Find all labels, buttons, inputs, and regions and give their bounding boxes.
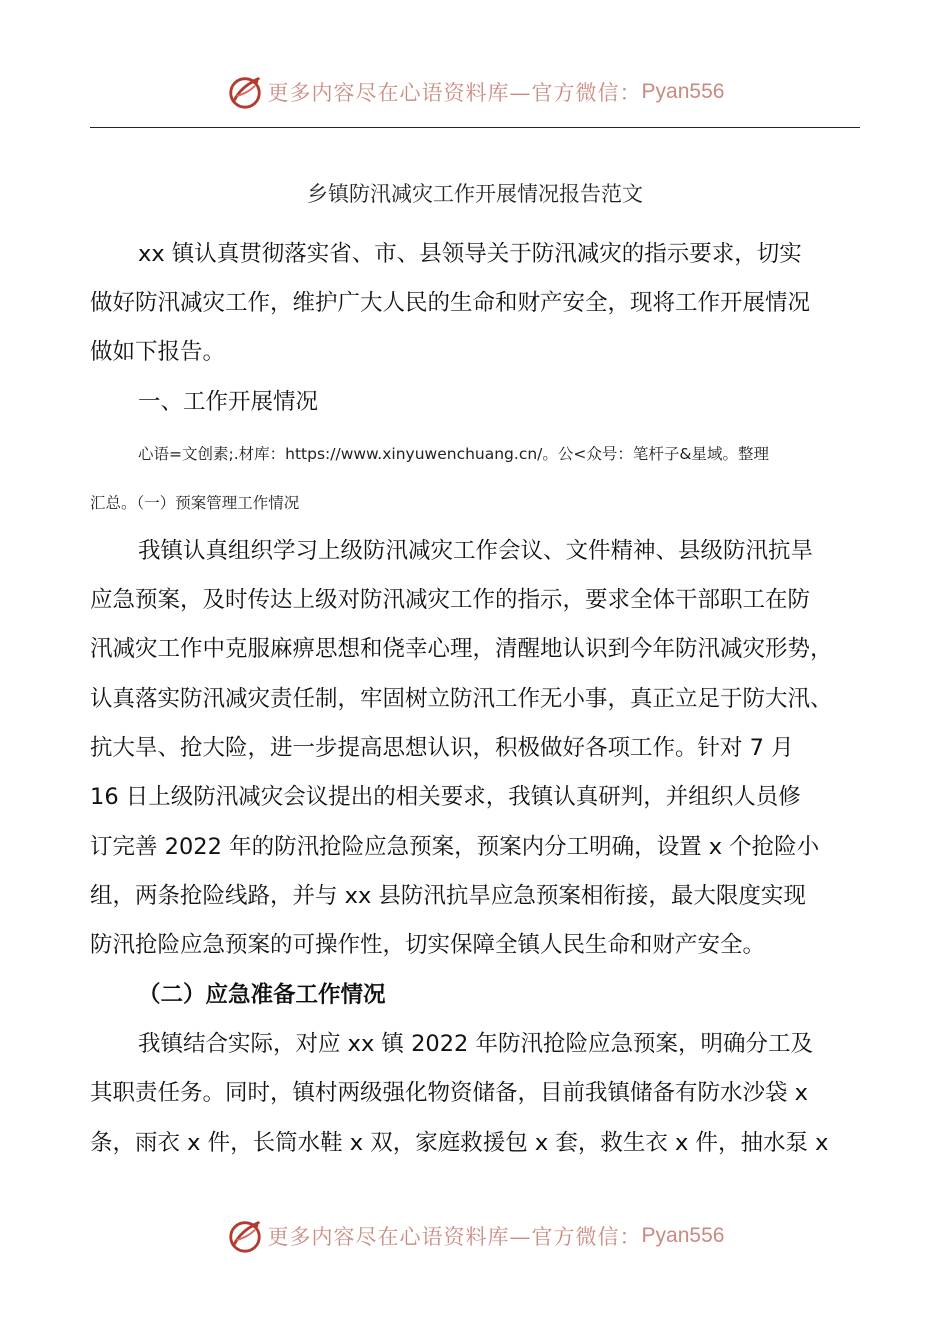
body-line: 做好防汛减灾工作，维护广大人民的生命和财产安全，现将工作开展情况 xyxy=(90,290,811,316)
header-divider xyxy=(90,127,860,128)
banner-wechat-handle: Pyan556 xyxy=(641,80,725,103)
body-line: 抗大旱、抢大险，进一步提高思想认识，积极做好各项工作。针对 7 月 xyxy=(90,735,794,761)
footer-banner xyxy=(0,1214,950,1258)
banner-text: 更多内容尽在心语资料库—官方微信： xyxy=(267,81,642,105)
body-line: 16 日上级防汛减灾会议提出的相关要求，我镇认真研判，并组织人员修 xyxy=(90,784,801,810)
body-line: xx 镇认真贯彻落实省、市、县领导关于防汛减灾的指示要求，切实 xyxy=(138,241,802,267)
body-line: 汛减灾工作中克服麻痹思想和侥幸心理，清醒地认识到今年防汛减灾形势， xyxy=(90,636,833,662)
body-line: 做如下报告。 xyxy=(90,339,226,365)
body-line: 订完善 2022 年的防汛抢险应急预案，预案内分工明确，设置 x 个抢险小 xyxy=(90,834,820,860)
brush-logo-icon xyxy=(226,73,264,111)
body-line: 应急预案，及时传达上级对防汛减灾工作的指示，要求全体干部职工在防 xyxy=(90,587,811,613)
body-line: 组，两条抢险线路，并与 xx 县防汛抗旱应急预案相衔接，最大限度实现 xyxy=(90,883,806,909)
body-line: 我镇认真组织学习上级防汛减灾工作会议、文件精神、县级防汛抗旱 xyxy=(138,538,814,564)
body-line: 其职责任务。同时，镇村两级强化物资储备，目前我镇储备有防水沙袋 x xyxy=(90,1080,808,1106)
brush-logo-icon xyxy=(226,1217,264,1255)
subsection-heading: 汇总。（一）预案管理工作情况 xyxy=(90,494,300,512)
subsection-heading: （二）应急准备工作情况 xyxy=(138,982,386,1008)
header-banner xyxy=(0,70,950,114)
document-title: 乡镇防汛减灾工作开展情况报告范文 xyxy=(307,182,643,206)
body-line: 我镇结合实际，对应 xx 镇 2022 年防汛抢险应急预案，明确分工及 xyxy=(138,1031,814,1057)
banner-wechat-handle: Pyan556 xyxy=(641,1224,725,1247)
section-heading: 一、工作开展情况 xyxy=(138,389,319,415)
body-line: 防汛抢险应急预案的可操作性，切实保障全镇人民生命和财产安全。 xyxy=(90,932,766,958)
body-line: 认真落实防汛减灾责任制，牢固树立防汛工作无小事，真正立足于防大汛、 xyxy=(90,686,833,712)
banner-text: 更多内容尽在心语资料库—官方微信： xyxy=(267,1225,642,1249)
body-line: 条，雨衣 x 件，长筒水鞋 x 双，家庭救援包 x 套，救生衣 x 件，抽水泵 x xyxy=(90,1130,829,1156)
watermark-line: 心语=文创素;.材库：https://www.xinyuwenchuang.cn/。公<众号：笔杆子&星域。整理 xyxy=(138,445,769,463)
